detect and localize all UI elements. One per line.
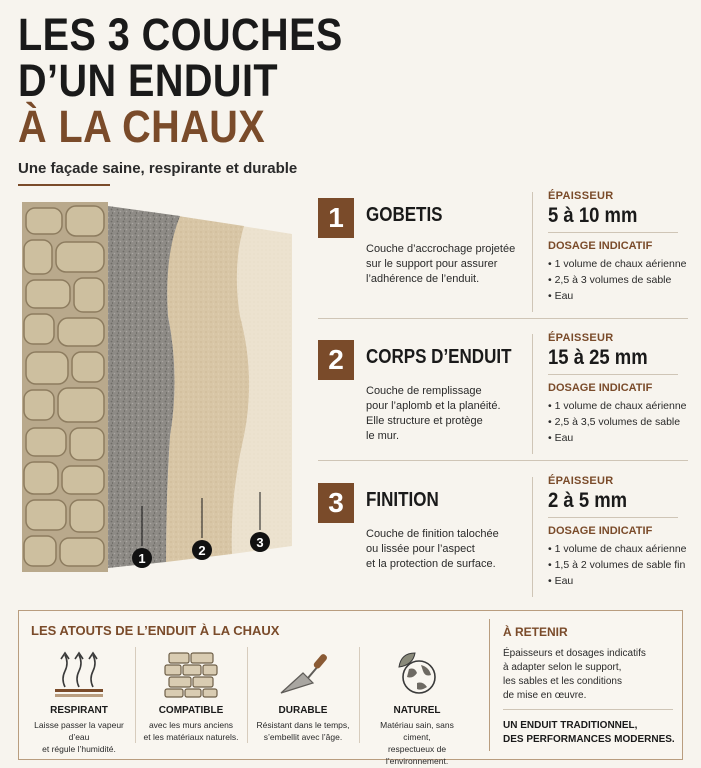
vapor-arrows-icon — [49, 647, 109, 699]
dosage-label: DOSAGE INDICATIF — [548, 525, 653, 537]
marker-1 — [132, 548, 152, 568]
dosage-item: • 1 volume de chaux aérienne — [548, 543, 687, 555]
title-line-1: LES 3 COUCHES — [18, 9, 343, 60]
benefit-name: NATUREL — [393, 705, 441, 716]
layer-number: 3 — [318, 483, 354, 523]
layer-divider — [318, 318, 688, 319]
benefit-compatible — [141, 647, 241, 743]
layer-gobetis — [318, 190, 688, 318]
benefit-description: Laisse passer la vapeur d’eau et régule l’humidité. — [34, 720, 124, 754]
dosage-list — [548, 256, 687, 304]
benefit-description: Matériau sain, sans ciment, respectueux de l’environnement. — [380, 720, 454, 766]
thickness-label: ÉPAISSEUR — [548, 190, 614, 202]
column-divider — [532, 334, 533, 454]
marker-2 — [192, 540, 212, 560]
svg-text:2: 2 — [198, 543, 206, 558]
retenir-tagline: UN ENDUIT TRADITIONNEL, DES PERFORMANCES MODERNES. — [503, 720, 675, 745]
title-line-2: D’UN ENDUIT — [18, 55, 279, 106]
benefit-name: COMPATIBLE — [158, 705, 224, 716]
dosage-item: • 1 volume de chaux aérienne — [548, 258, 687, 270]
thickness-label: ÉPAISSEUR — [548, 475, 614, 487]
dosage-item: • Eau — [548, 290, 574, 302]
thickness-value: 5 à 10 mm — [548, 204, 638, 227]
dosage-list — [548, 398, 687, 446]
layer-name: FINITION — [366, 489, 439, 511]
thickness-label: ÉPAISSEUR — [548, 332, 614, 344]
layer-divider — [318, 460, 688, 461]
benefit-description: Résistant dans le temps, s’embellit avec l’âge. — [256, 720, 350, 742]
benefits-title: LES ATOUTS DE L’ENDUIT À LA CHAUX — [31, 623, 280, 638]
layer-number: 1 — [318, 198, 354, 238]
subtitle: Une façade saine, respirante et durable — [18, 160, 298, 177]
thickness-value: 2 à 5 mm — [548, 489, 628, 512]
panel-divider — [489, 619, 490, 751]
retenir-text: Épaisseurs et dosages indicatifs à adapter selon le support, les sables et les conditions de mise en œuvre. — [503, 648, 646, 701]
dosage-item: • 2,5 à 3 volumes de sable — [548, 274, 672, 286]
layer-description: Couche de finition talochée ou lissée pour l’aspect et la protection de surface. — [366, 528, 499, 570]
layer-name: GOBETIS — [366, 204, 443, 226]
thickness-value: 15 à 25 mm — [548, 346, 648, 369]
layer-description: Couche d’accrochage projetée sur le support pour assurer l’adhérence de l’enduit. — [366, 243, 516, 285]
benefit-naturel — [367, 647, 467, 767]
marker-3 — [250, 532, 270, 552]
layer-name: CORPS D’ENDUIT — [366, 346, 512, 368]
svg-text:1: 1 — [138, 551, 146, 566]
layer-corps-enduit — [318, 332, 688, 460]
benefit-durable — [253, 647, 353, 743]
column-divider — [532, 192, 533, 312]
stone-wall-icon — [161, 647, 221, 699]
dosage-item: • 2,5 à 3,5 volumes de sable — [548, 416, 681, 428]
dosage-label: DOSAGE INDICATIF — [548, 240, 653, 252]
layer-description: Couche de remplissage pour l’aplomb et la planéité. Elle structure et protège le mur. — [366, 385, 501, 442]
dosage-label: DOSAGE INDICATIF — [548, 382, 653, 394]
dosage-list — [548, 541, 687, 589]
trowel-icon — [273, 647, 333, 699]
benefit-name: DURABLE — [278, 705, 328, 716]
svg-text:3: 3 — [256, 535, 264, 550]
globe-leaf-icon — [387, 647, 447, 699]
dosage-item: • 1 volume de chaux aérienne — [548, 400, 687, 412]
benefit-respirant — [29, 647, 129, 755]
title-line-3: À LA CHAUX — [18, 101, 266, 152]
retenir-title: À RETENIR — [503, 625, 568, 639]
subtitle-underline — [18, 184, 110, 186]
page-title — [18, 9, 343, 152]
benefit-description: avec les murs anciens et les matériaux naturels. — [143, 720, 239, 742]
dosage-item: • Eau — [548, 432, 574, 444]
layer-finition — [318, 475, 688, 603]
dosage-item: • 1,5 à 2 volumes de sable fin — [548, 559, 686, 571]
dosage-item: • Eau — [548, 575, 574, 587]
benefit-name: RESPIRANT — [50, 705, 108, 716]
column-divider — [532, 477, 533, 597]
benefits-panel — [18, 610, 683, 766]
layer-number: 2 — [318, 340, 354, 380]
wall-cross-section-illustration — [20, 196, 305, 576]
